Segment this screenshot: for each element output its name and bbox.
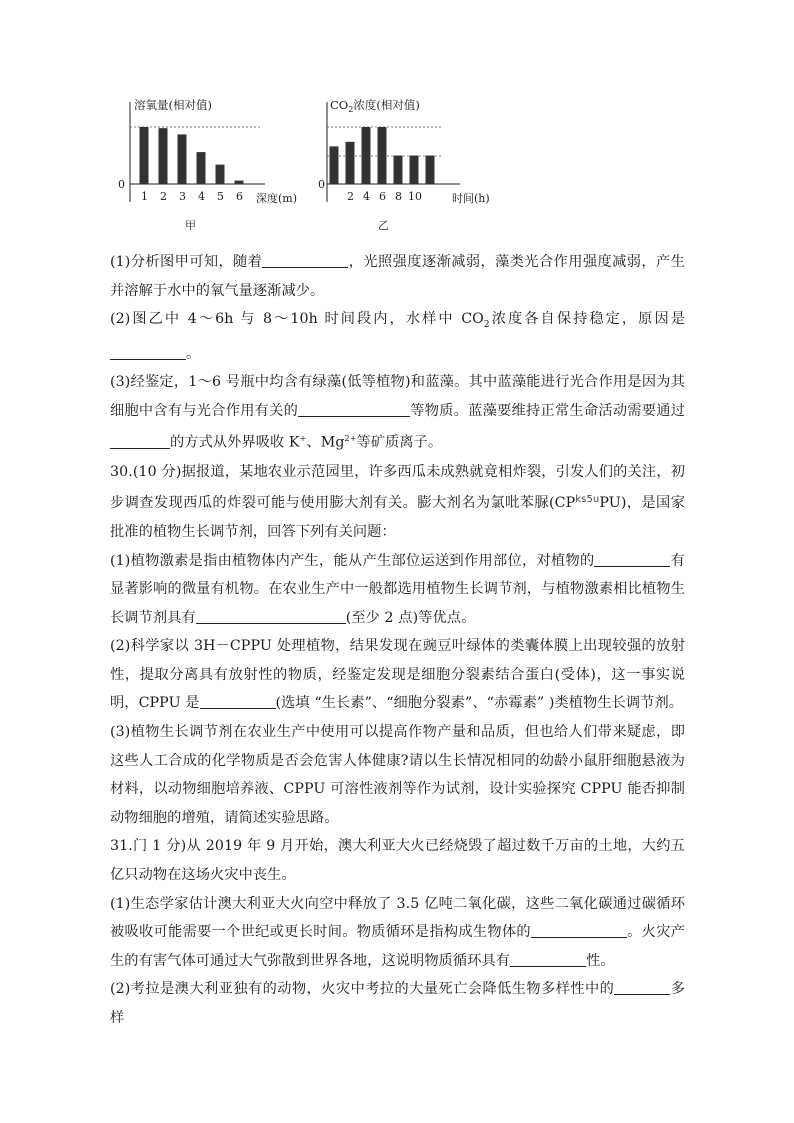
chart-jia-bar	[178, 134, 187, 184]
chart-jia-bar	[159, 128, 168, 184]
chart-jia-tick-label: 3	[179, 190, 186, 203]
chart-yi-bar	[346, 142, 355, 184]
q29-part1: (1)分析图甲可知，随着 ，光照强度逐渐减弱，藻类光合作用强度减弱，产生并溶解于水中的氧气量逐渐减少。	[110, 254, 685, 299]
chart-jia-bar	[140, 127, 149, 184]
q31-part2: (2)考拉是澳大利亚独有的动物，火灾中考拉的大量死亡会降低生物多样性中的 多样	[110, 981, 685, 1026]
answer-blank[interactable]	[594, 551, 670, 567]
q30-part1: (1)植物激素是指由植物体内产生，能从产生部位运送到作用部位，对植物的 有显著影响的微量有机物。在农业生产中一般都选用植物生长调节剂，与植物激素相比植物生长调节剂具有 (至少 2 点)等优点。	[110, 552, 685, 626]
q30-part2: (2)科学家以 3H－CPPU 处理植物，结果发现在豌豆叶绿体的类囊体膜上出现较强的放射性，提取分离具有放射性的物质，经鉴定发现是细胞分裂素结合蛋白(受体)，这一事实说明，CPPU 是 (选填 “生长素”、“细胞分裂素”、“赤霉素” )类植物生长调节剂。	[110, 638, 685, 712]
chart-jia-origin: 0	[118, 178, 125, 191]
chart-jia	[110, 96, 300, 236]
chart-yi-bar	[410, 156, 419, 185]
chart-yi-bar	[378, 127, 387, 184]
q30-part3: (3)植物生长调节剂在农业生产中使用可以提高作物产量和品质，但也给人们带来疑虑，即这些人工合成的化学物质是否会危害人体健康?请以生长情况相同的幼龄小鼠肝细胞悬液为材料，以动物细胞培养液、CPPU 可溶性液剂等作为试剂，设计实验探究 CPPU 能否抑制动物细胞的增殖，请简述实验思路。	[110, 724, 685, 826]
watermark-mark: ks5u	[575, 494, 600, 506]
chart-yi-caption: 乙	[378, 219, 389, 232]
chart-yi	[318, 96, 522, 236]
chart-yi-ylabel: $CO_2$浓度(相对值)	[330, 98, 420, 114]
chart-jia-tick-label: 2	[160, 190, 167, 203]
chart-yi-tick-label: 8	[395, 190, 402, 203]
chart-jia-bar	[197, 152, 206, 184]
chart-jia-xlabel: 深度(m)	[256, 192, 298, 205]
chart-yi-origin: 0	[318, 178, 325, 191]
answer-blank[interactable]	[614, 979, 670, 995]
chart-yi-bar	[330, 146, 339, 184]
chart-jia-tick-label: 4	[198, 190, 205, 203]
chart-jia-tick-label: 5	[217, 190, 224, 203]
answer-blank[interactable]	[110, 433, 170, 449]
answer-blank[interactable]	[196, 608, 346, 624]
chart-yi-tick-label: 10	[408, 190, 422, 203]
chart-jia-ylabel: 溶氧量(相对值)	[134, 98, 212, 112]
answer-blank[interactable]	[298, 401, 410, 417]
chart-jia-bar	[216, 165, 225, 184]
chart-yi-bar	[362, 127, 371, 184]
chart-jia-tick-label: 1	[141, 190, 148, 203]
q30-intro: 30.(10 分)据报道，某地农业示范园里，许多西瓜未成熟就竟相炸裂，引发人们的关注，初步调查发现西瓜的炸裂可能与使用膨大剂有关。膨大剂名为氯吡苯脲$(CP^{ks5u}PU)$，是国家批准的植物生长调节剂，回答下列有关问题：	[110, 463, 685, 540]
chart-yi-bar	[394, 156, 403, 185]
answer-blank[interactable]	[200, 693, 276, 709]
q31-intro: 31.门 1 分)从 2019 年 9 月开始，澳大利亚大火已经烧毁了超过数千万亩的土地，大约五亿只动物在这场火灾中丧生。	[110, 838, 685, 884]
chart-yi-tick-label: 6	[379, 190, 386, 203]
q29-part2: (2)图乙中 4～6h 与 8～10h 时间段内，水样中 $CO_2$浓度各自保持稳定，原因是。	[110, 311, 686, 362]
chart-yi-tick-label: 4	[363, 190, 370, 203]
figure-area	[110, 96, 510, 236]
question-text	[110, 248, 685, 1033]
chart-yi-bar	[426, 156, 435, 185]
chart-yi-tick-label: 2	[347, 190, 354, 203]
answer-blank[interactable]	[510, 951, 586, 967]
chart-yi-xlabel: 时间(h)	[452, 192, 490, 205]
q31-part1: (1)生态学家估计澳大利亚大火向空中释放了 3.5 亿吨二氧化碳，这些二氧化碳通过碳循环被吸收可能需要一个世纪或更长时间。物质循环是指构成生物体的 。火灾产生的有害气体可通过大气弥散到世界各地，这说明物质循环具有 性。	[110, 895, 685, 969]
answer-blank[interactable]	[262, 252, 348, 268]
chart-jia-bar	[235, 181, 244, 184]
chart-jia-tick-label: 6	[236, 190, 243, 203]
chart-jia-caption: 甲	[185, 219, 196, 232]
q29-part3: (3)经鉴定，1～6 号瓶中均含有绿藻(低等植物)和蓝藻。其中蓝藻能进行光合作用是因为其细胞中含有与光合作用有关的 等物质。蓝藻要维持正常生命活动需要通过的方式从外界吸收 K+、$Mg^{2+}$等矿质离子。	[110, 374, 685, 452]
answer-blank[interactable]	[531, 922, 627, 938]
answer-blank[interactable]	[110, 344, 186, 360]
